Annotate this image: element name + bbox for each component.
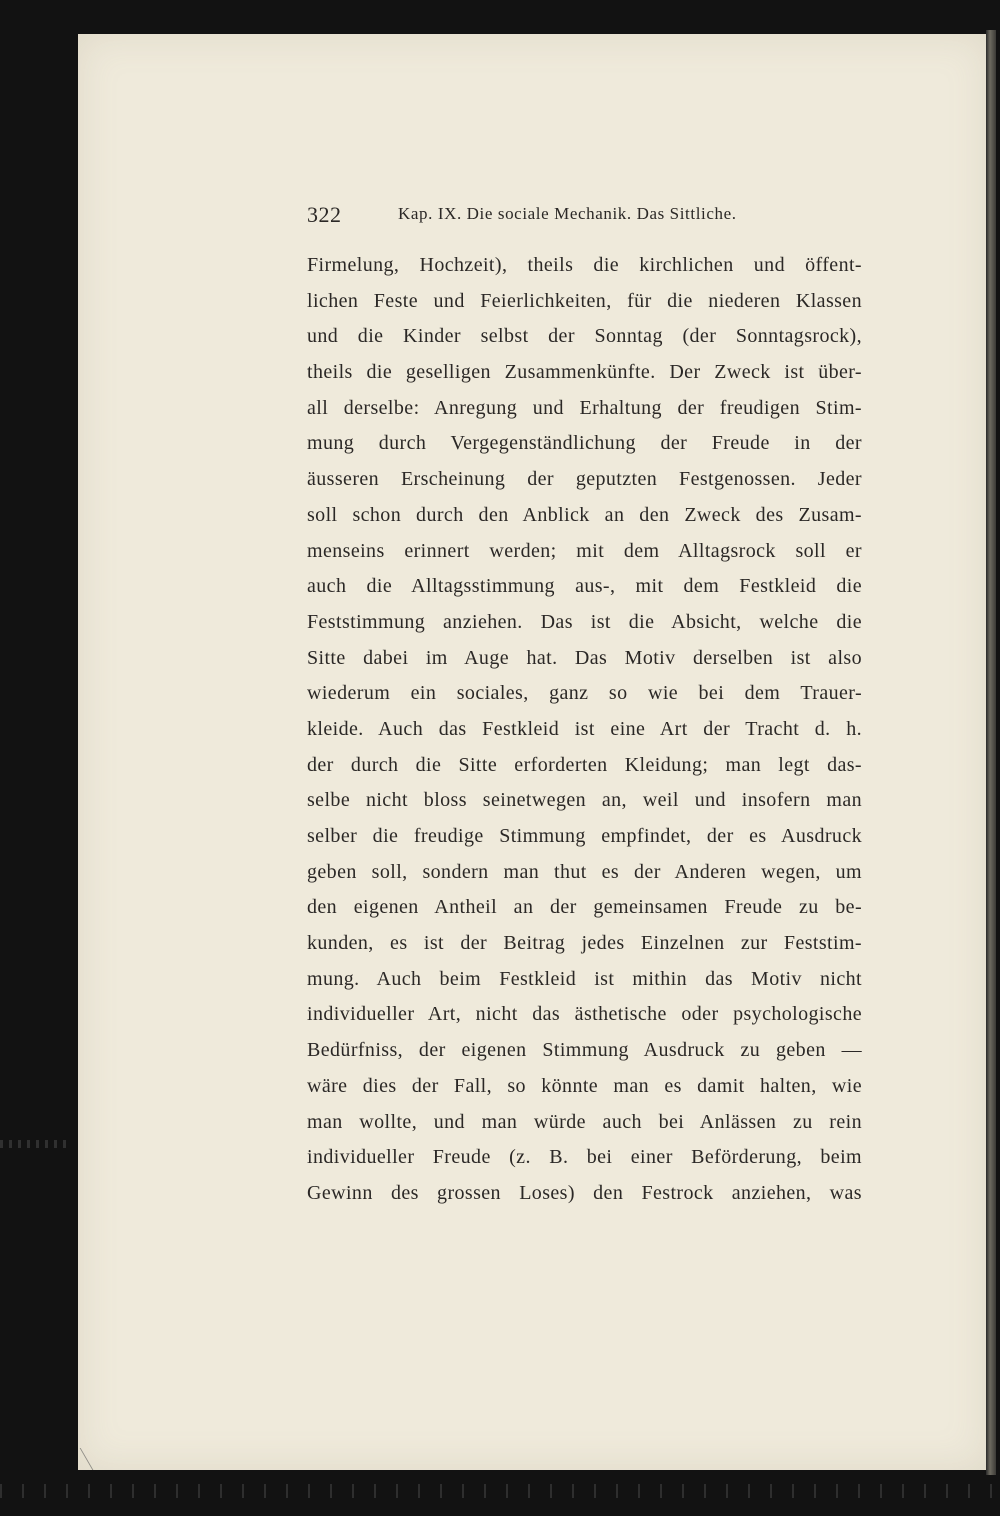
scan-edge-marks-bottom [0, 1484, 1000, 1498]
text-line: kleide. Auch das Festkleid ist eine Art der Tracht d. h. [307, 717, 862, 740]
text-line: man wollte, und man würde auch bei Anlässen zu rein [307, 1110, 862, 1133]
page-header [307, 202, 867, 228]
text-line: Bedürfniss, der eigenen Stimmung Ausdruck zu geben — [307, 1039, 862, 1062]
text-line: Sitte dabei im Auge hat. Das Motiv derselben ist also [307, 646, 862, 669]
scan-edge-marks-left [0, 1140, 70, 1148]
running-head: Kap. IX. Die sociale Mechanik. Das Sittliche. [398, 204, 737, 223]
text-line: kunden, es ist der Beitrag jedes Einzelnen zur Feststim- [307, 932, 862, 955]
text-line: geben soll, sondern man thut es der Anderen wegen, um [307, 860, 862, 883]
text-line: Firmelung, Hochzeit), theils die kirchlichen und öffent- [307, 254, 862, 276]
text-line: soll schon durch den Anblick an den Zweck des Zusam- [307, 503, 862, 526]
text-line: selbe nicht bloss seinetwegen an, weil und insofern man [307, 789, 862, 812]
text-line: Feststimmung anziehen. Das ist die Absicht, welche die [307, 610, 862, 633]
text-line: äusseren Erscheinung der geputzten Festgenossen. Jeder [307, 468, 862, 491]
text-line: mung. Auch beim Festkleid ist mithin das Motiv nicht [307, 967, 862, 990]
body-text [307, 248, 862, 1212]
text-line: menseins erinnert werden; mit dem Alltagsrock soll er [307, 539, 862, 562]
text-line: und die Kinder selbst der Sonntag (der Sonntagsrock), [307, 325, 862, 348]
text-line: den eigenen Antheil an der gemeinsamen Freude zu be- [307, 896, 862, 919]
text-line: theils die geselligen Zusammenkünfte. Der Zweck ist über- [307, 361, 862, 384]
text-line: individueller Art, nicht das ästhetische oder psychologische [307, 1003, 862, 1026]
text-line: wiederum ein sociales, ganz so wie bei dem Trauer- [307, 682, 862, 705]
text-line: lichen Feste und Feierlichkeiten, für die niederen Klassen [307, 289, 862, 312]
text-line: selber die freudige Stimmung empfindet, der es Ausdruck [307, 825, 862, 847]
text-line: all derselbe: Anregung und Erhaltung der freudigen Stim- [307, 396, 862, 419]
text-line: mung durch Vergegenständlichung der Freude in der [307, 432, 862, 455]
text-line: wäre dies der Fall, so könnte man es damit halten, wie [307, 1074, 862, 1097]
text-line: der durch die Sitte erforderten Kleidung; man legt das- [307, 753, 862, 776]
text-line: individueller Freude (z. B. bei einer Beförderung, beim [307, 1146, 862, 1169]
text-line: auch die Alltagsstimmung aus-, mit dem Festkleid die [307, 575, 862, 598]
page-number: 322 [307, 202, 342, 227]
text-line: Gewinn des grossen Loses) den Festrock anziehen, was [307, 1181, 862, 1204]
page-edge-strip [986, 30, 996, 1475]
